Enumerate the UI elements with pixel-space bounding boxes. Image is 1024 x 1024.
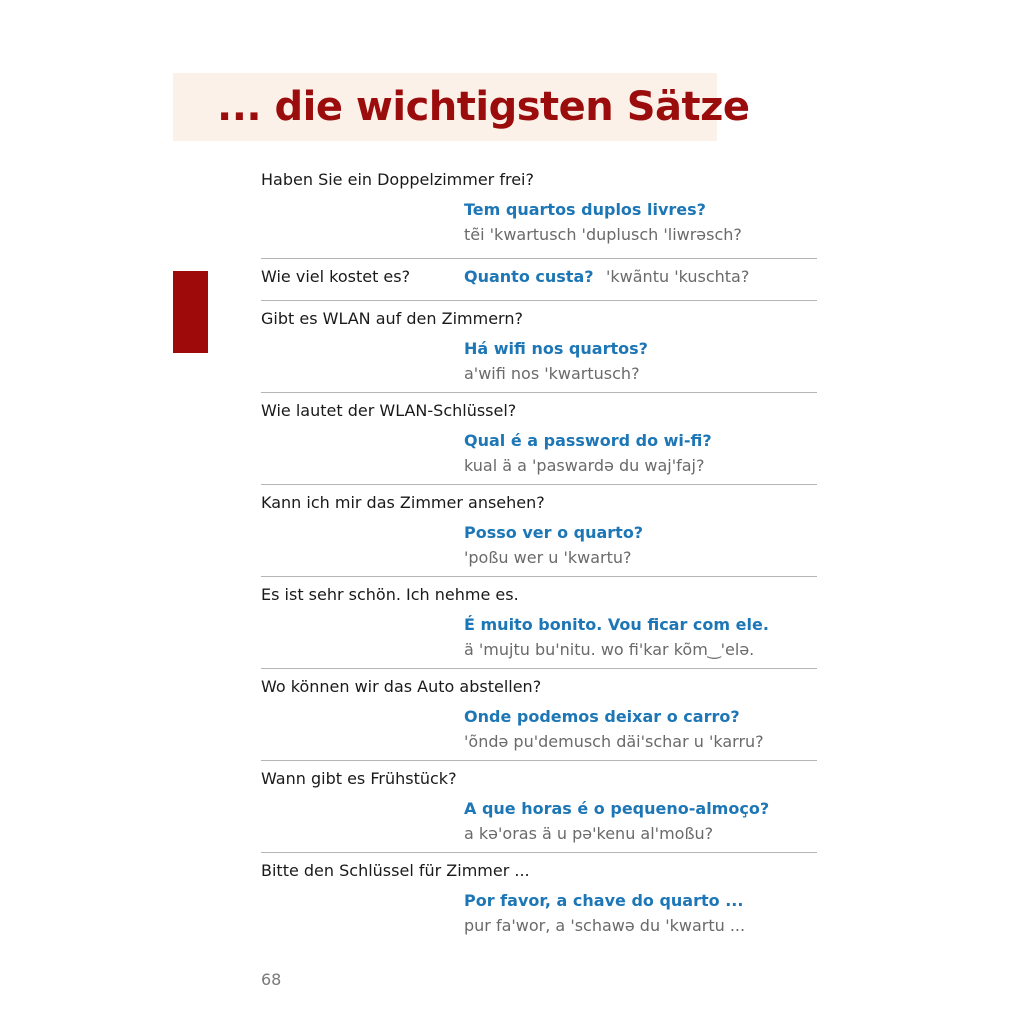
german-phrase: Es ist sehr schön. Ich nehme es. bbox=[261, 585, 519, 604]
pronunciation: 'kwãntu 'kuschta? bbox=[606, 267, 750, 286]
divider bbox=[261, 668, 817, 669]
portuguese-phrase: A que horas é o pequeno-almoço? bbox=[464, 799, 770, 818]
pronunciation: a'wifi nos 'kwartusch? bbox=[464, 364, 640, 383]
divider bbox=[261, 760, 817, 761]
divider bbox=[261, 576, 817, 577]
page-number: 68 bbox=[261, 970, 282, 989]
pronunciation: 'õndə pu'demusch däi'schar u 'karru? bbox=[464, 732, 764, 751]
pronunciation: tẽi 'kwartusch 'duplusch 'liwrəsch? bbox=[464, 225, 742, 244]
pronunciation: ä 'mujtu bu'nitu. wo fi'kar kõm‿'elə. bbox=[464, 640, 755, 659]
portuguese-phrase: Quanto custa? bbox=[464, 267, 594, 286]
german-phrase: Bitte den Schlüssel für Zimmer ... bbox=[261, 861, 530, 880]
divider bbox=[261, 392, 817, 393]
german-phrase: Gibt es WLAN auf den Zimmern? bbox=[261, 309, 523, 328]
portuguese-phrase: Onde podemos deixar o carro? bbox=[464, 707, 740, 726]
divider bbox=[261, 258, 817, 259]
divider bbox=[261, 300, 817, 301]
page-title: ... die wichtigsten Sätze bbox=[217, 84, 750, 130]
portuguese-phrase: Há wifi nos quartos? bbox=[464, 339, 648, 358]
german-phrase: Wie lautet der WLAN-Schlüssel? bbox=[261, 401, 517, 420]
divider bbox=[261, 852, 817, 853]
german-phrase: Kann ich mir das Zimmer ansehen? bbox=[261, 493, 545, 512]
pronunciation: kual ä a 'paswardə du waj'faj? bbox=[464, 456, 705, 475]
portuguese-phrase: Posso ver o quarto? bbox=[464, 523, 644, 542]
pronunciation: pur fa'wor, a 'schawə du 'kwartu ... bbox=[464, 916, 746, 935]
portuguese-phrase: É muito bonito. Vou ficar com ele. bbox=[464, 615, 769, 634]
portuguese-phrase: Tem quartos duplos livres? bbox=[464, 200, 706, 219]
german-phrase: Wann gibt es Frühstück? bbox=[261, 769, 457, 788]
portuguese-phrase: Por favor, a chave do quarto ... bbox=[464, 891, 744, 910]
chapter-marker bbox=[173, 271, 208, 353]
german-phrase: Wie viel kostet es? bbox=[261, 267, 411, 286]
divider bbox=[261, 484, 817, 485]
pronunciation: 'poßu wer u 'kwartu? bbox=[464, 548, 632, 567]
pronunciation: a kə'oras ä u pə'kenu al'moßu? bbox=[464, 824, 714, 843]
german-phrase: Haben Sie ein Doppelzimmer frei? bbox=[261, 170, 534, 189]
portuguese-phrase: Qual é a password do wi-fi? bbox=[464, 431, 712, 450]
german-phrase: Wo können wir das Auto abstellen? bbox=[261, 677, 542, 696]
